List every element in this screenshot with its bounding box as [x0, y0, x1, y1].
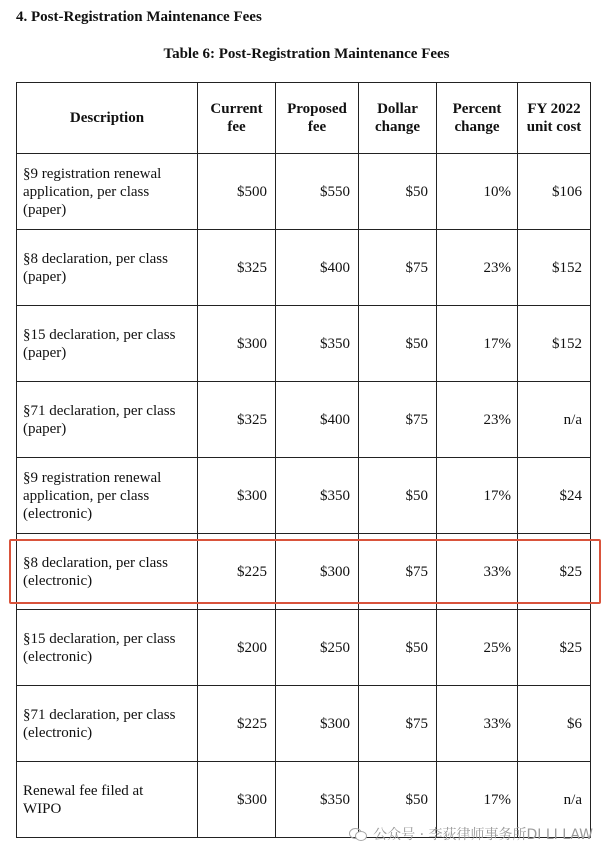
table-row — [17, 382, 591, 458]
proposed-fee-cell: $550 — [276, 154, 359, 230]
proposed-fee-cell: $400 — [276, 230, 359, 306]
unit-cost-cell: $152 — [518, 230, 591, 306]
watermark-text: 公众号 · 李荻律师事务所DI LI LAW — [373, 827, 593, 843]
column-header-unit-cost: FY 2022 unit cost — [518, 83, 591, 154]
dollar-change-cell: $50 — [359, 610, 437, 686]
unit-cost-cell: $24 — [518, 458, 591, 534]
dollar-change-cell: $75 — [359, 230, 437, 306]
percent-change-cell: 23% — [437, 382, 518, 458]
percent-change-cell: 10% — [437, 154, 518, 230]
watermark — [349, 824, 593, 844]
column-header-dollar-change: Dollar change — [359, 83, 437, 154]
column-header-description: Description — [17, 83, 198, 154]
current-fee-cell: $300 — [198, 306, 276, 382]
current-fee-cell: $325 — [198, 382, 276, 458]
proposed-fee-cell: $350 — [276, 762, 359, 838]
unit-cost-cell: n/a — [518, 762, 591, 838]
row-description: §71 declaration, per class (paper) — [17, 382, 198, 458]
unit-cost-cell: $106 — [518, 154, 591, 230]
percent-change-cell: 33% — [437, 686, 518, 762]
current-fee-cell: $300 — [198, 458, 276, 534]
row-description: §9 registration renewal application, per class (paper) — [17, 154, 198, 230]
percent-change-cell: 23% — [437, 230, 518, 306]
unit-cost-cell: $152 — [518, 306, 591, 382]
dollar-change-cell: $50 — [359, 306, 437, 382]
table-title: Table 6: Post-Registration Maintenance Fees — [163, 46, 450, 62]
column-header-proposed-fee: Proposed fee — [276, 83, 359, 154]
percent-change-cell: 33% — [437, 534, 518, 610]
proposed-fee-cell: $250 — [276, 610, 359, 686]
dollar-change-cell: $75 — [359, 534, 437, 610]
unit-cost-cell: $6 — [518, 686, 591, 762]
current-fee-cell: $225 — [198, 534, 276, 610]
current-fee-cell: $200 — [198, 610, 276, 686]
unit-cost-cell: $25 — [518, 610, 591, 686]
current-fee-cell: $500 — [198, 154, 276, 230]
proposed-fee-cell: $350 — [276, 458, 359, 534]
percent-change-cell: 17% — [437, 458, 518, 534]
current-fee-cell: $325 — [198, 230, 276, 306]
table-row — [17, 610, 591, 686]
dollar-change-cell: $50 — [359, 458, 437, 534]
row-description: §15 declaration, per class (electronic) — [17, 610, 198, 686]
proposed-fee-cell: $350 — [276, 306, 359, 382]
proposed-fee-cell: $300 — [276, 534, 359, 610]
dollar-change-cell: $50 — [359, 762, 437, 838]
table-row — [17, 306, 591, 382]
proposed-fee-cell: $300 — [276, 686, 359, 762]
row-description: §8 declaration, per class (electronic) — [17, 534, 198, 610]
table-header-row — [17, 83, 591, 154]
current-fee-cell: $225 — [198, 686, 276, 762]
table-row — [17, 458, 591, 534]
section-title: 4. Post-Registration Maintenance Fees — [16, 9, 262, 25]
row-description: §15 declaration, per class (paper) — [17, 306, 198, 382]
table-row-highlighted — [17, 534, 591, 610]
row-description: §71 declaration, per class (electronic) — [17, 686, 198, 762]
column-header-percent-change: Percent change — [437, 83, 518, 154]
table-row — [17, 686, 591, 762]
column-header-current-fee: Current fee — [198, 83, 276, 154]
percent-change-cell: 17% — [437, 306, 518, 382]
dollar-change-cell: $75 — [359, 382, 437, 458]
proposed-fee-cell: $400 — [276, 382, 359, 458]
row-description: Renewal fee filed at WIPO — [17, 762, 198, 838]
current-fee-cell: $300 — [198, 762, 276, 838]
unit-cost-cell: $25 — [518, 534, 591, 610]
dollar-change-cell: $75 — [359, 686, 437, 762]
table-row — [17, 230, 591, 306]
wechat-icon — [349, 827, 367, 841]
percent-change-cell: 25% — [437, 610, 518, 686]
percent-change-cell: 17% — [437, 762, 518, 838]
row-description: §9 registration renewal application, per class (electronic) — [17, 458, 198, 534]
fees-table — [16, 82, 591, 838]
unit-cost-cell: n/a — [518, 382, 591, 458]
table-row — [17, 154, 591, 230]
row-description: §8 declaration, per class (paper) — [17, 230, 198, 306]
dollar-change-cell: $50 — [359, 154, 437, 230]
